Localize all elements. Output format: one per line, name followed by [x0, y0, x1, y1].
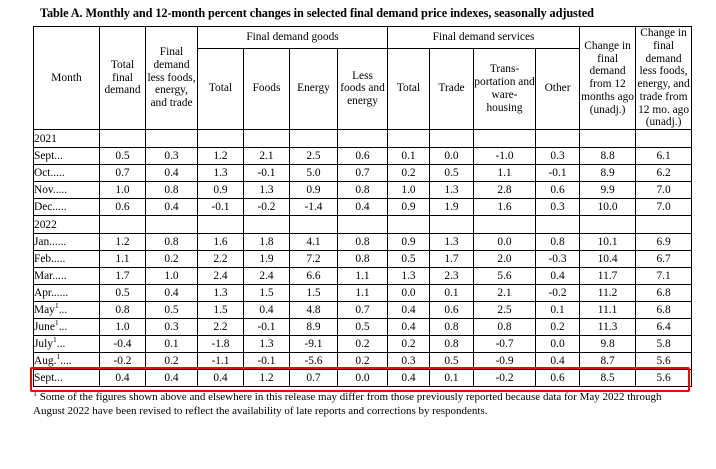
data-cell: -1.0	[474, 148, 536, 165]
data-cell: 4.8	[290, 302, 338, 319]
data-cell: 1.5	[290, 285, 338, 302]
data-cell: 0.4	[198, 370, 244, 387]
data-cell: 0.8	[430, 336, 474, 353]
header-goods-total: Total	[198, 48, 244, 130]
leader-dots: ...	[58, 304, 68, 317]
data-cell: 5.6	[474, 268, 536, 285]
data-cell: 0.7	[100, 165, 146, 182]
empty-cell	[198, 216, 244, 234]
data-cell: 1.3	[198, 285, 244, 302]
data-cell: -0.7	[474, 336, 536, 353]
empty-cell	[536, 130, 580, 148]
header-final-demand-goods: Final demand goods	[198, 27, 388, 49]
data-cell: 0.4	[100, 370, 146, 387]
data-cell: 6.8	[636, 302, 692, 319]
footnote-ref: 1	[56, 352, 61, 362]
table-row	[34, 319, 692, 336]
data-cell: 6.9	[636, 234, 692, 251]
data-cell: 2.1	[474, 285, 536, 302]
data-cell: 2.4	[244, 268, 290, 285]
row-month-label: Dec.....	[34, 199, 100, 216]
header-goods-less-foods-energy: Less foods and energy	[338, 48, 388, 130]
empty-cell	[536, 216, 580, 234]
data-cell: 1.1	[100, 251, 146, 268]
data-cell: 0.8	[146, 182, 198, 199]
data-cell: 0.7	[290, 370, 338, 387]
header-services-trade: Trade	[430, 48, 474, 130]
data-cell: 1.0	[146, 268, 198, 285]
data-cell: -0.3	[536, 251, 580, 268]
data-cell: 8.7	[580, 353, 636, 370]
data-cell: 1.0	[100, 319, 146, 336]
data-cell: 2.4	[198, 268, 244, 285]
table-body	[34, 130, 692, 387]
header-services-transportation: Trans- portation and ware- housing	[474, 48, 536, 130]
row-month-label: Aug.$^1$....	[34, 353, 100, 370]
data-cell: 0.5	[146, 302, 198, 319]
empty-cell	[430, 216, 474, 234]
header-row-group	[34, 27, 692, 49]
data-cell: 0.8	[338, 234, 388, 251]
data-cell: 6.8	[636, 285, 692, 302]
row-month-label: May$^1$...	[34, 302, 100, 319]
header-services-other: Other	[536, 48, 580, 130]
data-cell: 1.8	[244, 234, 290, 251]
row-month-label: Apr......	[34, 285, 100, 302]
data-cell: 0.2	[388, 165, 430, 182]
empty-cell	[430, 130, 474, 148]
data-cell: 0.2	[146, 353, 198, 370]
data-cell: 0.3	[388, 353, 430, 370]
year-label: 2022	[34, 216, 100, 234]
data-cell: 1.9	[244, 251, 290, 268]
table-row	[34, 165, 692, 182]
empty-cell	[244, 216, 290, 234]
data-cell: 0.4	[146, 285, 198, 302]
data-cell: -1.4	[290, 199, 338, 216]
data-cell: 1.0	[388, 182, 430, 199]
header-goods-foods: Foods	[244, 48, 290, 130]
data-cell: -0.1	[244, 165, 290, 182]
data-cell: 0.3	[146, 148, 198, 165]
data-cell: -0.1	[244, 353, 290, 370]
row-month-label: Sept...	[34, 370, 100, 387]
row-month-label: July$^1$...	[34, 336, 100, 353]
data-cell: 2.5	[290, 148, 338, 165]
data-cell: 1.5	[198, 302, 244, 319]
data-cell: 0.5	[430, 165, 474, 182]
data-cell: -1.1	[198, 353, 244, 370]
row-month-label: Jan......	[34, 234, 100, 251]
data-cell: 1.2	[244, 370, 290, 387]
data-cell: -0.9	[474, 353, 536, 370]
empty-cell	[474, 130, 536, 148]
data-cell: 0.8	[338, 182, 388, 199]
data-cell: 10.4	[580, 251, 636, 268]
data-cell: 0.4	[388, 370, 430, 387]
data-cell: 0.6	[338, 148, 388, 165]
row-month-label: Feb.....	[34, 251, 100, 268]
data-table	[33, 26, 692, 387]
data-cell: 0.2	[338, 336, 388, 353]
data-cell: 4.1	[290, 234, 338, 251]
row-month-label: Mar.....	[34, 268, 100, 285]
leader-dots: ...	[58, 321, 68, 334]
data-cell: 1.1	[474, 165, 536, 182]
data-cell: 1.1	[338, 268, 388, 285]
data-cell: -9.1	[290, 336, 338, 353]
data-cell: 1.2	[198, 148, 244, 165]
data-cell: 0.8	[338, 251, 388, 268]
data-cell: 1.3	[430, 182, 474, 199]
leader-dots: ....	[60, 355, 72, 368]
table-row	[34, 251, 692, 268]
data-cell: 1.1	[338, 285, 388, 302]
year-label: 2021	[34, 130, 100, 148]
empty-cell	[388, 130, 430, 148]
data-cell: 0.7	[338, 302, 388, 319]
data-cell: 0.0	[388, 285, 430, 302]
row-month-label: Sept...	[34, 148, 100, 165]
data-cell: 0.4	[146, 370, 198, 387]
data-cell: 0.6	[100, 199, 146, 216]
data-cell: 8.5	[580, 370, 636, 387]
table-row	[34, 268, 692, 285]
data-cell: 1.3	[198, 165, 244, 182]
header-month: Month	[34, 27, 100, 130]
header-goods-energy: Energy	[290, 48, 338, 130]
empty-cell	[198, 130, 244, 148]
data-cell: 5.8	[636, 336, 692, 353]
data-cell: 0.1	[146, 336, 198, 353]
footnote-marker: 1	[33, 388, 37, 398]
year-row	[34, 130, 692, 148]
data-cell: -5.6	[290, 353, 338, 370]
empty-cell	[146, 130, 198, 148]
table-row	[34, 148, 692, 165]
table-row	[34, 199, 692, 216]
data-cell: 8.9	[290, 319, 338, 336]
data-cell: 2.2	[198, 319, 244, 336]
data-cell: 0.6	[430, 302, 474, 319]
data-cell: 5.6	[636, 353, 692, 370]
data-cell: 6.7	[636, 251, 692, 268]
data-cell: 0.9	[388, 199, 430, 216]
empty-cell	[580, 130, 636, 148]
empty-cell	[338, 216, 388, 234]
data-cell: 0.9	[198, 182, 244, 199]
data-cell: -0.2	[474, 370, 536, 387]
data-cell: 0.8	[536, 234, 580, 251]
data-cell: 0.9	[290, 182, 338, 199]
header-final-demand-less: Final demand less foods, energy, and trade	[146, 27, 198, 130]
header-change-12-months-less: Change in final demand less foods, energy, and trade from 12 mo. ago (unadj.)	[637, 27, 690, 129]
data-cell: 1.7	[430, 251, 474, 268]
header-services-total: Total	[388, 48, 430, 130]
data-cell: 0.4	[146, 199, 198, 216]
empty-cell	[146, 216, 198, 234]
data-cell: -1.8	[198, 336, 244, 353]
data-cell: 10.0	[580, 199, 636, 216]
page-title: Table A. Monthly and 12-month percent changes in selected final demand price indexes, seasonally adjusted	[40, 6, 594, 20]
data-cell: 0.5	[100, 148, 146, 165]
footnote-ref: 1	[53, 335, 57, 345]
row-month-label: Nov.....	[34, 182, 100, 199]
footnote-ref: 1	[54, 301, 59, 311]
data-cell: 1.9	[430, 199, 474, 216]
data-cell: -0.1	[198, 199, 244, 216]
data-cell: -0.2	[536, 285, 580, 302]
data-cell: 1.2	[100, 234, 146, 251]
data-cell: 0.1	[388, 148, 430, 165]
empty-cell	[580, 216, 636, 234]
data-cell: 7.1	[636, 268, 692, 285]
data-cell: 6.1	[636, 148, 692, 165]
data-cell: 5.0	[290, 165, 338, 182]
data-cell: 0.2	[338, 353, 388, 370]
table-row	[34, 336, 692, 353]
footnote-text: Some of the figures shown above and elsewhere in this release may differ from those previously reported because data for May 2022 through August 2022 have been revised to reflect the availability of late reports and corrections by respondents.	[33, 391, 662, 417]
data-cell: 7.0	[636, 199, 692, 216]
data-cell: 0.1	[430, 370, 474, 387]
data-cell: 11.1	[580, 302, 636, 319]
data-cell: 0.8	[100, 302, 146, 319]
data-cell: 0.5	[100, 285, 146, 302]
data-cell: 0.4	[146, 165, 198, 182]
data-cell: 0.9	[388, 234, 430, 251]
data-cell: -0.4	[100, 336, 146, 353]
data-cell: -0.2	[100, 353, 146, 370]
empty-cell	[474, 216, 536, 234]
data-cell: 2.8	[474, 182, 536, 199]
data-cell: 1.6	[474, 199, 536, 216]
data-cell: 6.6	[290, 268, 338, 285]
data-cell: 0.5	[388, 251, 430, 268]
data-cell: 0.5	[430, 353, 474, 370]
empty-cell	[388, 216, 430, 234]
data-cell: 2.1	[244, 148, 290, 165]
data-cell: 0.3	[146, 319, 198, 336]
data-cell: 1.3	[244, 182, 290, 199]
header-change-12-months: Change in final demand from 12 months ago (unadj.)	[580, 27, 636, 130]
data-cell: 0.2	[536, 319, 580, 336]
data-cell: 0.4	[536, 268, 580, 285]
empty-cell	[100, 130, 146, 148]
data-cell: 6.2	[636, 165, 692, 182]
data-cell: 2.0	[474, 251, 536, 268]
data-cell: 1.0	[100, 182, 146, 199]
data-cell: 8.9	[580, 165, 636, 182]
data-cell: 2.2	[198, 251, 244, 268]
data-cell: 1.5	[244, 285, 290, 302]
table-row	[34, 182, 692, 199]
data-cell: 0.1	[536, 302, 580, 319]
data-cell: 2.5	[474, 302, 536, 319]
data-cell: 0.0	[430, 148, 474, 165]
data-cell: 0.7	[338, 165, 388, 182]
table-row	[34, 353, 692, 370]
data-cell: 0.8	[146, 234, 198, 251]
empty-cell	[244, 130, 290, 148]
data-cell: 0.4	[388, 319, 430, 336]
data-cell: 0.6	[536, 182, 580, 199]
table-row	[34, 285, 692, 302]
data-cell: 1.3	[430, 234, 474, 251]
data-cell: 9.9	[580, 182, 636, 199]
data-cell: 7.2	[290, 251, 338, 268]
data-cell: 1.7	[100, 268, 146, 285]
data-cell: 0.4	[244, 302, 290, 319]
data-cell: 11.2	[580, 285, 636, 302]
data-cell: 7.0	[636, 182, 692, 199]
empty-cell	[636, 130, 692, 148]
data-cell: 0.6	[536, 370, 580, 387]
data-cell: 5.6	[636, 370, 692, 387]
data-cell: 0.0	[536, 336, 580, 353]
data-cell: -0.2	[244, 199, 290, 216]
data-cell: 2.3	[430, 268, 474, 285]
empty-cell	[290, 216, 338, 234]
data-cell: 0.4	[338, 199, 388, 216]
table-row	[34, 302, 692, 319]
data-cell: 0.3	[536, 199, 580, 216]
data-cell: 0.1	[430, 285, 474, 302]
data-cell: 0.4	[388, 302, 430, 319]
data-cell: 0.8	[474, 319, 536, 336]
data-cell: 10.1	[580, 234, 636, 251]
row-month-label: June$^1$...	[34, 319, 100, 336]
leader-dots: ...	[56, 338, 66, 351]
year-row	[34, 216, 692, 234]
data-cell: -0.1	[244, 319, 290, 336]
data-cell: 0.2	[146, 251, 198, 268]
data-cell: 0.5	[338, 319, 388, 336]
table-row	[34, 234, 692, 251]
footnote-ref: 1	[54, 318, 59, 328]
data-cell: 8.8	[580, 148, 636, 165]
data-cell: 0.4	[536, 353, 580, 370]
data-cell: 1.3	[244, 336, 290, 353]
header-final-demand-services: Final demand services	[388, 27, 580, 49]
data-cell: 0.2	[388, 336, 430, 353]
table-head	[34, 27, 692, 130]
data-cell: 11.7	[580, 268, 636, 285]
empty-cell	[338, 130, 388, 148]
data-cell: 0.0	[474, 234, 536, 251]
data-cell: 1.3	[388, 268, 430, 285]
table-row	[34, 370, 692, 387]
data-cell: 9.8	[580, 336, 636, 353]
empty-cell	[636, 216, 692, 234]
data-cell: 11.3	[580, 319, 636, 336]
header-total-final-demand: Total final demand	[100, 27, 146, 130]
data-cell: 0.0	[338, 370, 388, 387]
data-cell: 0.3	[536, 148, 580, 165]
row-month-label: Oct.....	[34, 165, 100, 182]
data-cell: 1.6	[198, 234, 244, 251]
data-cell: 6.4	[636, 319, 692, 336]
data-cell: 0.8	[430, 319, 474, 336]
footnote	[33, 387, 693, 418]
empty-cell	[100, 216, 146, 234]
data-cell: -0.1	[536, 165, 580, 182]
empty-cell	[290, 130, 338, 148]
